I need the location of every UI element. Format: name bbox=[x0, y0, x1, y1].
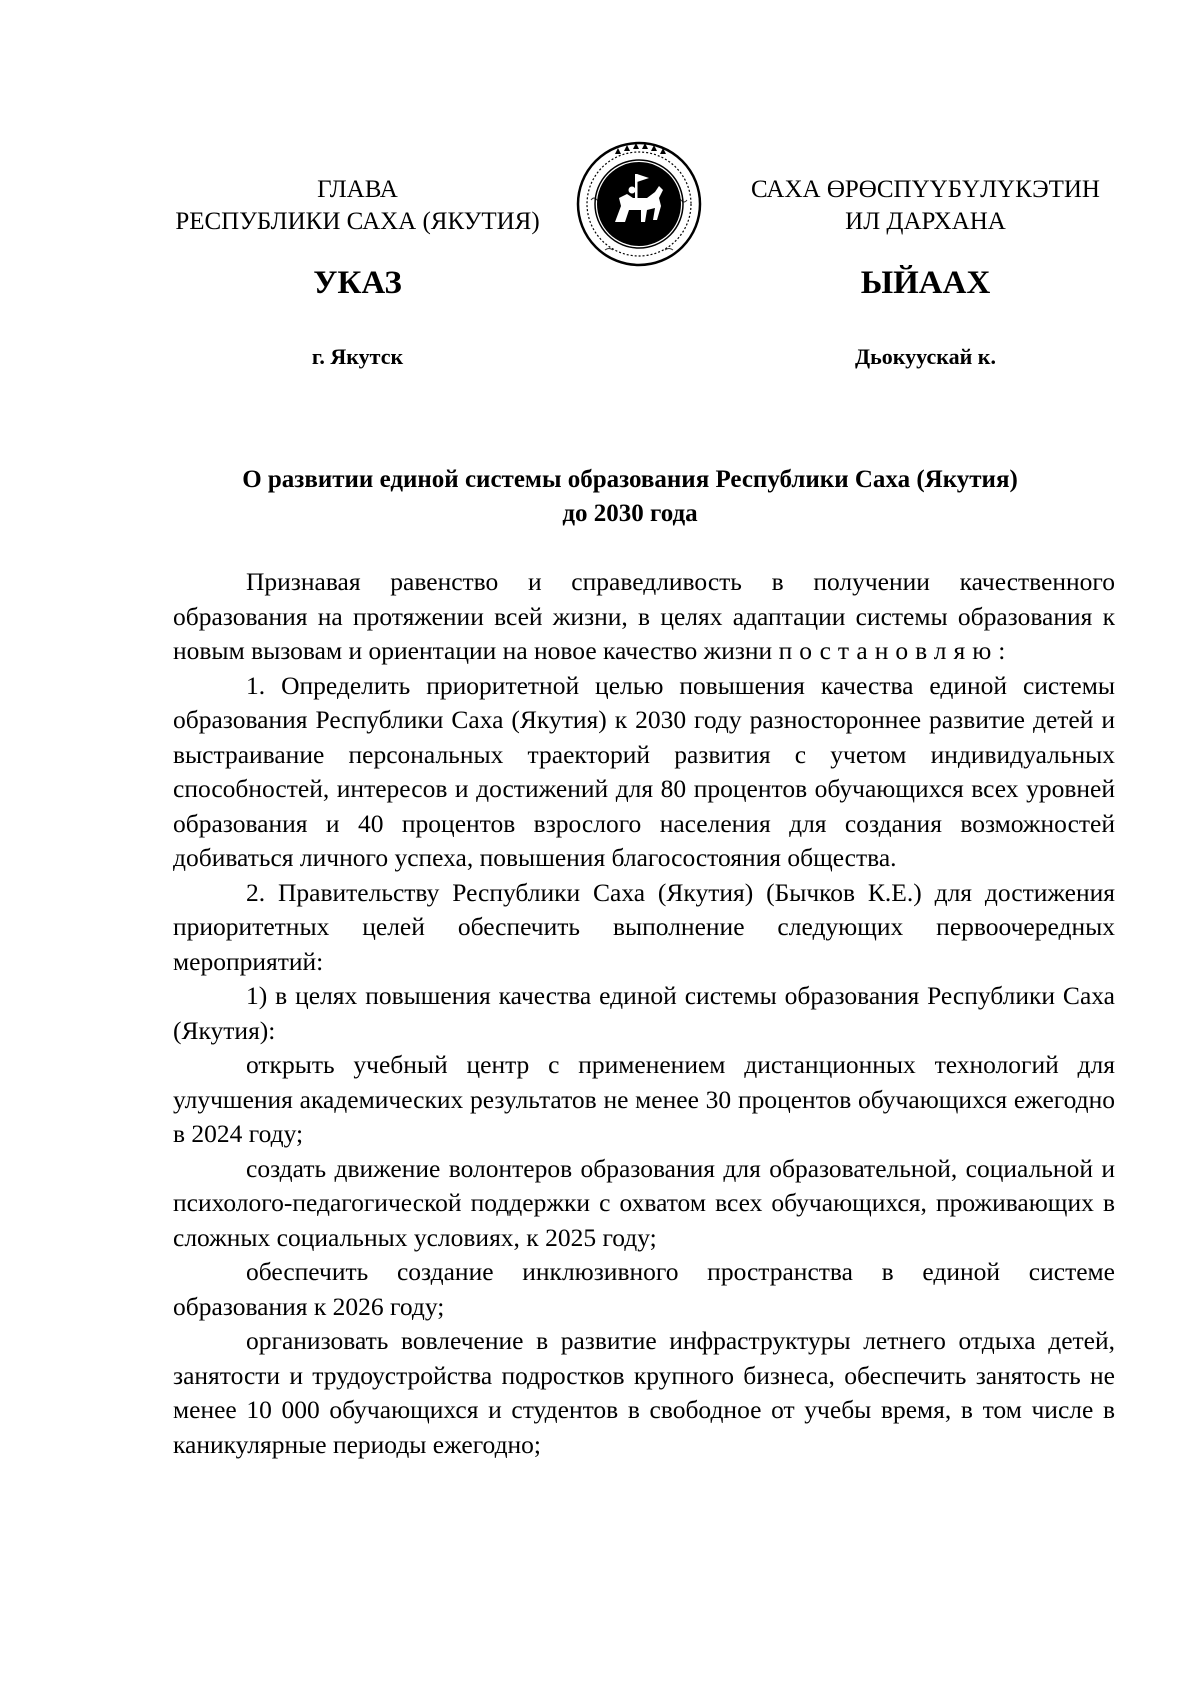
issuer-ru-line2: РЕСПУБЛИКИ САХА (ЯКУТИЯ) bbox=[175, 208, 540, 235]
body-paragraph: обеспечить создание инклюзивного пространства в единой системе образования к 2026 году; bbox=[173, 1257, 1115, 1321]
issuer-ru bbox=[160, 174, 555, 238]
doc-kind-sah: ЫЙААХ bbox=[860, 265, 991, 301]
document-body bbox=[173, 565, 1115, 1462]
intro-text: Признавая равенство и справедливость в получении качественного образования на протяжении всей жизни, в целях адаптации системы образования к новым вызовам и ориентации на новое качество жизни bbox=[173, 567, 1115, 665]
city-ru: г. Якутск bbox=[311, 344, 404, 369]
issuer-sah bbox=[728, 174, 1123, 238]
body-paragraph: 1) в целях повышения качества единой системы образования Республики Саха (Якутия): bbox=[173, 981, 1115, 1045]
doc-kind-ru: УКАЗ bbox=[313, 265, 402, 301]
document-title bbox=[150, 463, 1110, 531]
body-paragraph: 2. Правительству Республики Саха (Якутия) (Бычков К.Е.) для достижения приоритетных целей обеспечить выполнение следующих первоочередных мероприятий: bbox=[173, 877, 1115, 976]
body-paragraph: создать движение волонтеров образования для образовательной, социальной и психолого-педагогической поддержки с охватом всех обучающихся, проживающих в сложных социальных условиях, к 2025 году; bbox=[173, 1153, 1115, 1252]
document-title-line1: О развитии единой системы образования Республики Саха (Якутия) bbox=[242, 466, 1018, 493]
issuer-ru-line1: ГЛАВА bbox=[317, 176, 398, 203]
decree-word: постановляю: bbox=[778, 636, 1013, 665]
document-title-line2: до 2030 года bbox=[562, 500, 698, 527]
city-sah: Дьокуускай к. bbox=[855, 344, 996, 369]
coat-of-arms-emblem bbox=[575, 140, 703, 268]
body-paragraph: открыть учебный центр с применением дистанционных технологий для улучшения академических результатов не менее 30 процентов обучающихся ежегодно в 2024 году; bbox=[173, 1050, 1115, 1148]
issuer-sah-line2: ИЛ ДАРХАНА bbox=[845, 208, 1006, 235]
issuer-sah-line1: САХА ӨРӨСПҮҮБҮЛҮКЭТИН bbox=[751, 176, 1100, 203]
body-paragraph: организовать вовлечение в развитие инфраструктуры летнего отдыха детей, занятости и трудоустройства подростков крупного бизнеса, обеспечить занятость не менее 10 000 обучающихся и студентов в свободное от учебы время, в том числе в каникулярные периоды ежегодно; bbox=[173, 1326, 1115, 1459]
body-paragraph: 1. Определить приоритетной целью повышения качества единой системы образования Республики Саха (Якутия) к 2030 году разностороннее развитие детей и выстраивание персональных траекторий развития с учетом индивидуальных способностей, интересов и достижений для 80 процентов обучающихся всех уровней образования и 40 процентов взрослого населения для создания возможностей добиваться личного успеха, повышения благосостояния общества. bbox=[173, 670, 1115, 872]
intro-paragraph bbox=[173, 565, 1115, 669]
